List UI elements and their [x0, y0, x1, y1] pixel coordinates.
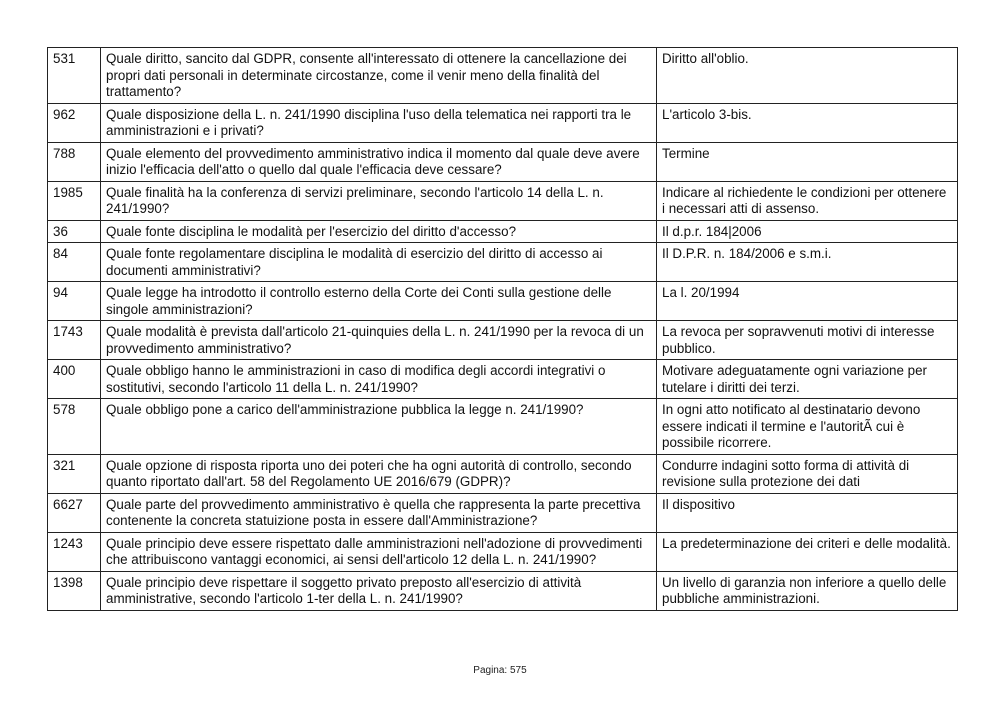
question-number: 36 — [48, 220, 101, 243]
questions-table — [47, 47, 958, 611]
answer-text: La revoca per sopravvenuti motivi di interesse pubblico. — [657, 321, 958, 360]
answer-text: La l. 20/1994 — [657, 282, 958, 321]
table-row — [48, 571, 958, 610]
table-row — [48, 243, 958, 282]
question-number: 1398 — [48, 571, 101, 610]
question-number: 94 — [48, 282, 101, 321]
table-row — [48, 142, 958, 181]
answer-text: Termine — [657, 142, 958, 181]
question-text: Quale legge ha introdotto il controllo esterno della Corte dei Conti sulla gestione delle singole amministrazioni? — [101, 282, 657, 321]
question-text: Quale opzione di risposta riporta uno dei poteri che ha ogni autorità di controllo, secondo quanto riportato dall'art. 58 del Regolamento UE 2016/679 (GDPR)? — [101, 454, 657, 493]
answer-text: Il d.p.r. 184|2006 — [657, 220, 958, 243]
questions-table-body — [48, 48, 958, 611]
table-row — [48, 360, 958, 399]
answer-text: Motivare adeguatamente ogni variazione per tutelare i diritti dei terzi. — [657, 360, 958, 399]
table-row — [48, 282, 958, 321]
table-row — [48, 532, 958, 571]
table-row — [48, 399, 958, 455]
question-text: Quale elemento del provvedimento amministrativo indica il momento dal quale deve avere inizio l'efficacia dell'atto o quello dal quale l'efficacia deve cessare? — [101, 142, 657, 181]
question-text: Quale modalità è prevista dall'articolo 21-quinquies della L. n. 241/1990 per la revoca di un provvedimento amministrativo? — [101, 321, 657, 360]
table-row — [48, 454, 958, 493]
page-number: Pagina: 575 — [473, 665, 527, 676]
question-number: 578 — [48, 399, 101, 455]
answer-text: L'articolo 3-bis. — [657, 103, 958, 142]
answer-text: La predeterminazione dei criteri e delle modalità. — [657, 532, 958, 571]
answer-text: Il D.P.R. n. 184/2006 e s.m.i. — [657, 243, 958, 282]
question-text: Quale finalità ha la conferenza di servizi preliminare, secondo l'articolo 14 della L. n. 241/1990? — [101, 181, 657, 220]
question-number: 400 — [48, 360, 101, 399]
answer-text: Indicare al richiedente le condizioni per ottenere i necessari atti di assenso. — [657, 181, 958, 220]
question-text: Quale obbligo pone a carico dell'amministrazione pubblica la legge n. 241/1990? — [101, 399, 657, 455]
question-number: 6627 — [48, 493, 101, 532]
answer-text: Il dispositivo — [657, 493, 958, 532]
answer-text: Condurre indagini sotto forma di attività di revisione sulla protezione dei dati — [657, 454, 958, 493]
answer-text: Un livello di garanzia non inferiore a quello delle pubbliche amministrazioni. — [657, 571, 958, 610]
question-text: Quale parte del provvedimento amministrativo è quella che rappresenta la parte precettiva contenente la concreta statuizione posta in essere dall'Amministrazione? — [101, 493, 657, 532]
table-row — [48, 493, 958, 532]
table-row — [48, 48, 958, 104]
question-text: Quale principio deve essere rispettato dalle amministrazioni nell'adozione di provvedimenti che attribuiscono vantaggi economici, ai sensi dell'articolo 12 della L. n. 241/1990? — [101, 532, 657, 571]
question-text: Quale principio deve rispettare il soggetto privato preposto all'esercizio di attività amministrative, secondo l'articolo 1-ter della L. n. 241/1990? — [101, 571, 657, 610]
question-number: 531 — [48, 48, 101, 104]
question-text: Quale obbligo hanno le amministrazioni in caso di modifica degli accordi integrativi o sostitutivi, secondo l'articolo 11 della L. n. 241/1990? — [101, 360, 657, 399]
question-text: Quale diritto, sancito dal GDPR, consente all'interessato di ottenere la cancellazione dei propri dati personali in determinate circostanze, come il venir meno della finalità del trattamento? — [101, 48, 657, 104]
question-text: Quale fonte disciplina le modalità per l'esercizio del diritto d'accesso? — [101, 220, 657, 243]
question-number: 321 — [48, 454, 101, 493]
table-row — [48, 220, 958, 243]
table-row — [48, 181, 958, 220]
answer-text: In ogni atto notificato al destinatario devono essere indicati il termine e l'autoritÃ cui è possibile ricorrere. — [657, 399, 958, 455]
question-number: 1243 — [48, 532, 101, 571]
question-number: 962 — [48, 103, 101, 142]
question-number: 1985 — [48, 181, 101, 220]
table-row — [48, 103, 958, 142]
question-text: Quale fonte regolamentare disciplina le modalità di esercizio del diritto di accesso ai documenti amministrativi? — [101, 243, 657, 282]
answer-text: Diritto all'oblio. — [657, 48, 958, 104]
question-number: 84 — [48, 243, 101, 282]
question-text: Quale disposizione della L. n. 241/1990 disciplina l'uso della telematica nei rapporti tra le amministrazioni e i privati? — [101, 103, 657, 142]
table-row — [48, 321, 958, 360]
question-number: 788 — [48, 142, 101, 181]
question-number: 1743 — [48, 321, 101, 360]
